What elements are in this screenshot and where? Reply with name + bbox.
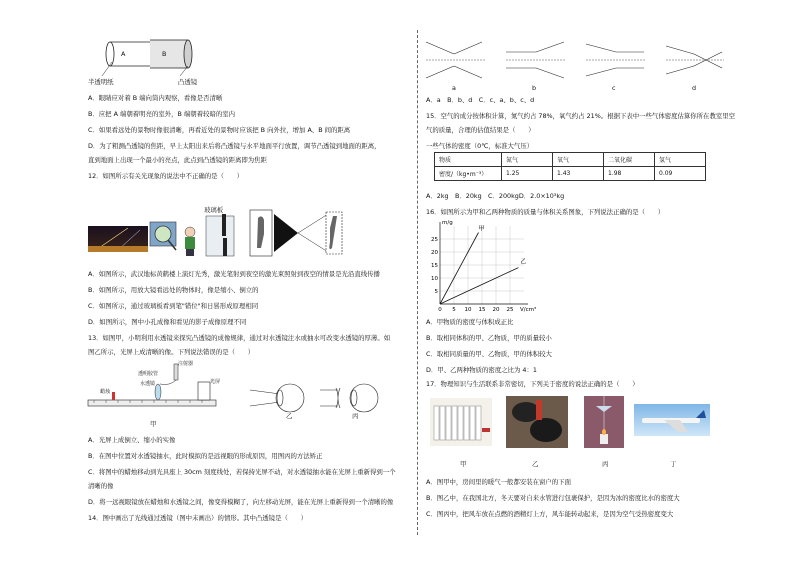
table-cell: 1.25: [502, 167, 553, 181]
q13-optical-bench-figure: [88, 360, 238, 422]
q14-stem: 14．图中画出了光线通过透镜（图中未画出）的情形。其中凸透镜是（ ）: [88, 514, 308, 522]
q12-option-b: B．如图所示，用放大镜看远处的物体时，像是缩小、倒立的: [88, 286, 259, 294]
q12-option-a: A．如图所示，武汉地标黄鹤楼上演灯光秀，激光笔射到夜空的激光束照射到夜空的情景是光沿直线传播: [88, 270, 380, 278]
q14-lens-diagrams: [426, 38, 726, 84]
q12-option-d: D．如图所示，图中小孔成像和看见的影子成像原理不同: [88, 318, 247, 326]
y-tick-label: 15: [431, 263, 438, 269]
q12-image-b-boy: [182, 226, 198, 256]
q13-option-d: D．将一远视眼镜放在蜡烛和水透镜之间，像变得模糊了，向左移动光屏，能在光屏上重新得到一个清晰的像: [88, 498, 394, 506]
series-line: [440, 233, 479, 305]
fig11-label-a: A: [121, 50, 126, 58]
q15-density-table: [434, 152, 706, 181]
table-header-cell: 氢气: [655, 153, 706, 167]
table-cell: 1.43: [553, 167, 604, 181]
q17-image-radiator: [430, 398, 492, 446]
q17-caption-ding: 丁: [670, 460, 677, 468]
fig11-label-b: B: [162, 50, 167, 58]
x-tick-label: 0: [438, 307, 442, 313]
q17-image-wrapped-pipe: [506, 396, 568, 448]
x-tick-label: 5: [452, 307, 456, 313]
x-tick-label: 15: [478, 307, 486, 313]
table-cell: 1.98: [604, 167, 655, 181]
table-header-cell: 氮气: [502, 153, 553, 167]
q17-caption-bing: 丙: [602, 460, 609, 468]
x-tick-label: 25: [506, 307, 514, 313]
q17-option-c: C．图丙中，把风车放在点燃的酒精灯上方，风车能转动起来，是因为空气受热密度变大: [426, 510, 674, 518]
series-label: 乙: [520, 258, 527, 266]
y-axis-label: m/g: [442, 220, 453, 226]
y-tick-label: 25: [431, 237, 438, 243]
q13-option-c: C．将图中的蜡烛移动到光具座上 30cm 刻度线处，若保持光屏不动，对水透镜抽水能在光屏上重新得到一个: [88, 468, 396, 476]
q14-label-b: b: [532, 84, 537, 92]
q16-stem: 16．如图所示为甲和乙两种物质的质量与体积关系图象，下列说法正确的是（ ）: [426, 208, 665, 216]
table-cell: 0.09: [655, 167, 706, 181]
fig11-caption-lens: 凸透镜: [178, 78, 198, 86]
q13-fig-yi: 乙: [286, 412, 293, 420]
q11-option-a: A．眼睛应对着 B 端向筒内观察，看像是否清晰: [88, 94, 223, 102]
q12-image-a-night-lights: [88, 226, 148, 252]
q11-option-b: B．应把 A 端朝着明亮的室外，B 端朝着较暗的室内: [88, 110, 236, 118]
q14-label-d: d: [692, 84, 697, 92]
q13-screen-label: 光屏: [210, 379, 221, 385]
q16-option-c: C．取相同质量的甲、乙物质，甲的体积较大: [426, 350, 552, 358]
q16-option-a: A．甲物质的密度与体积成正比: [426, 318, 514, 326]
q17-option-b: B．图乙中，在我国北方，冬天要对自来水管进行包裹保护，是因为冰的密度比水的密度大: [426, 494, 680, 502]
y-tick-label: 5: [434, 289, 438, 295]
q14-label-a: a: [452, 84, 456, 92]
q15-stem-line1: 15．空气的成分按体积计算，氮气约占 78%，氧气约占 21%。根据下表中一些气体密度估算你所在教室里空: [426, 112, 736, 120]
q16-option-b: B．取相同体积的甲、乙物质，甲的质量较小: [426, 334, 552, 342]
q11-option-d-cont: 直到地面上出现一个最小的亮点，此点到凸透镜的距离即为焦距: [88, 156, 267, 164]
q13-syringe-label: 注射器: [178, 361, 194, 367]
fig11-caption-paper: 半透明纸: [88, 78, 114, 86]
column-divider: [417, 30, 418, 535]
q13-option-a: A．光屏上成倒立、缩小的实像: [88, 436, 176, 444]
q13-hose-label: 透明胶管: [138, 371, 159, 377]
q14-options: A．a B．b、d C．c、a、b、c、d: [426, 96, 535, 104]
q17-caption-jia: 甲: [460, 460, 467, 468]
x-tick-label: 20: [492, 307, 500, 313]
q17-image-airplane: [634, 404, 710, 436]
table-row: [435, 167, 706, 181]
series-label: 甲: [478, 225, 485, 233]
q13-eye-diagram-bing: [320, 380, 382, 416]
table-header-cell: 氧气: [553, 153, 604, 167]
q12-image-c-pen-glass: [200, 214, 246, 258]
q12-image-d-pinhole: [248, 208, 348, 258]
q17-image-windmill: [584, 396, 624, 448]
q17-stem: 17．物理知识与生活联系非常密切，下列关于密度的说法正确的是（ ）: [426, 380, 639, 388]
q12-stem: 12．如图所示有关光现象的说法中不正确的是（ ）: [88, 172, 244, 180]
q13-fig-bing: 丙: [352, 412, 359, 420]
table-row: [435, 153, 706, 167]
q11-option-c: C．如果看远处的景物时像很清晰，再看近处的景物时应该把 B 向外拉，增加 A、B 间的距离: [88, 126, 351, 134]
x-axis-label: V/cm³: [520, 307, 537, 313]
y-tick-label: 10: [431, 276, 438, 282]
q17-caption-yi: 乙: [532, 460, 539, 468]
x-tick-label: 10: [464, 307, 472, 313]
q17-option-a: A．图甲中，房间里的暖气一般都安装在窗户的下面: [426, 478, 571, 486]
q15-options: A．2kg B．20kg C．200kgD．2.0×10³kg: [426, 192, 565, 200]
y-tick-label: 20: [431, 250, 438, 256]
q13-stem-line2: 图乙所示，光屏上成清晰的像。下列说法错误的是（ ）: [88, 348, 255, 356]
q12-image-b-magnifier: [148, 216, 180, 254]
q13-fig-jia: 甲: [150, 420, 157, 428]
mass-volume-chart: [426, 218, 536, 314]
table-cell: 密度/（kg•m⁻³）: [435, 167, 502, 181]
q13-lens-label: 水透镜: [140, 381, 156, 387]
series-line: [440, 268, 518, 304]
q13-candle-label: 蜡烛: [100, 389, 111, 395]
q13-eye-diagram-yi: [250, 380, 306, 416]
q15-table-title: 一些气体的密度（0℃，标准大气压）: [426, 142, 534, 150]
q13-option-b: B．在图中位置对水透镜抽水，此时模拟的是远视眼的形成原因，用图丙的方法矫正: [88, 452, 323, 460]
table-header-cell: 物质: [435, 153, 502, 167]
q13-stem-line1: 13．如图甲，小明利用水透镜来探究凸透镜的成像规律，通过对水透镜注水或抽水可改变水透镜的厚薄。如: [88, 334, 391, 342]
q12-option-c: C．如图所示，通过玻璃板看到笔"错位"和日晷形成原理相同: [88, 302, 259, 310]
q12-glass-label: 玻璃板: [204, 206, 224, 214]
q15-stem-line2: 气的质量，合理的估值结果是（ ）: [426, 126, 535, 134]
q11-option-d: D．为了粗测凸透镜的焦距，早上太阳出来后将凸透镜与水平地面平行放置，调节凸透镜到地面的距离，: [88, 142, 381, 150]
q14-label-c: c: [612, 84, 616, 92]
q16-option-d: D．甲、乙两种物质的密度之比为 4：1: [426, 366, 537, 374]
q13-option-c-cont: 清晰的像: [88, 482, 114, 490]
table-header-cell: 二氧化碳: [604, 153, 655, 167]
